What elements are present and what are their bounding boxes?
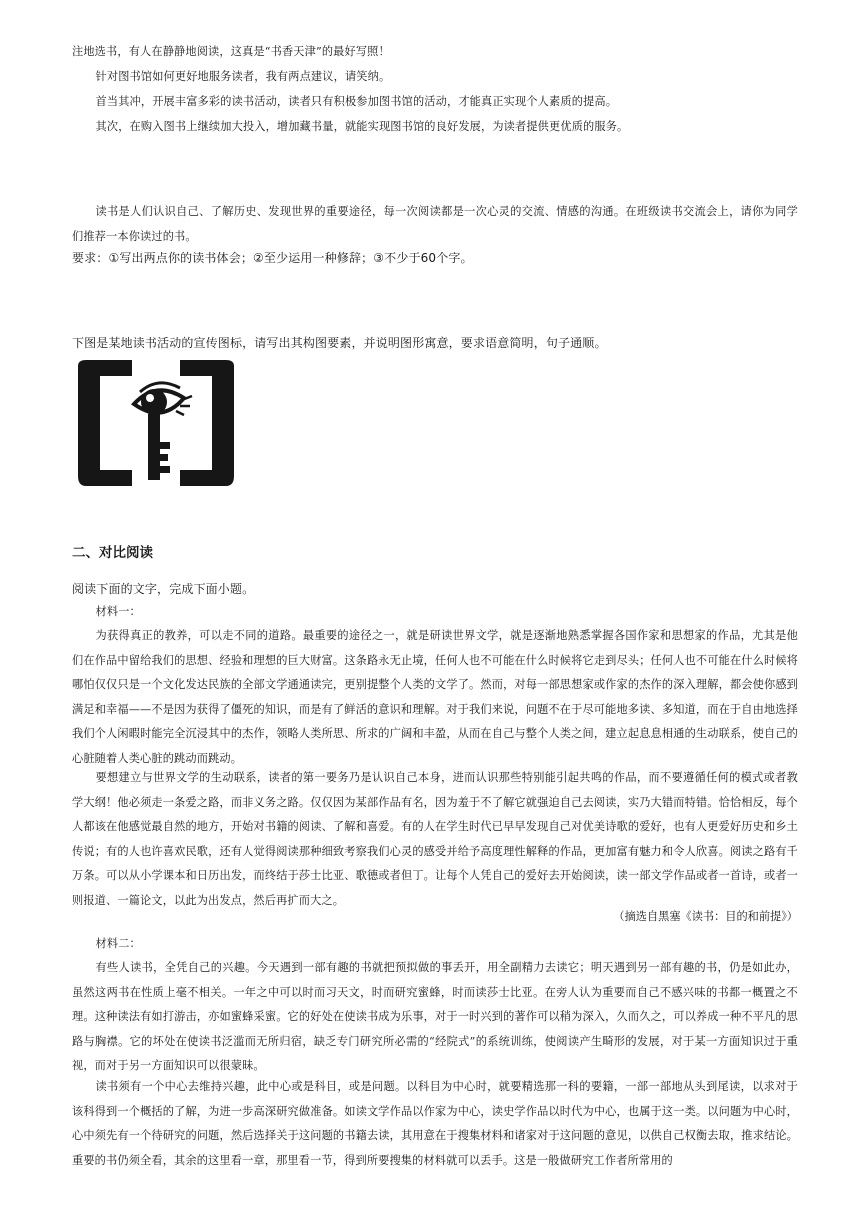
- material1-para2: 要想建立与世界文学的生动联系，读者的第一要务乃是认识自己本身，进而认识那些特别能引起共鸣的作品，而不要遵循任何的模式或者教学大纲！他必须走一条爱之路，而非义务之路。仅仅因为某部作品有名，因为羞于不了解它就强迫自己去阅读，实乃大错而特错。恰恰相反，每个人都该在他感觉最自然的地方，开始对书籍的阅读、了解和喜爱。有的人在学生时代已早早发现自己对优美诗歌的爱好，也有人更爱好历史和乡土传说；有的人也许喜欢民歌，还有人觉得阅读那种细致考察我们心灵的感受并给予高度理性解释的作品，更加富有魅力和令人欣喜。阅读之路有千万条。可以从小学课本和日历出发，而终结于莎士比亚、歌德或者但丁。让每个人凭自己的爱好去开始阅读，读一部文学作品或者一首诗，或者一则报道、一篇论文，以此为出发点，然后再扩而大之。: [72, 771, 798, 907]
- material2-para2: 读书须有一个中心去维持兴趣，此中心或是科目，或是问题。以科目为中心时，就要精选那一科的要籍，一部一部地从头到尾读，以求对于该科得到一个概括的了解，为进一步高深研究做准备。如读文学作品以作家为中心，读史学作品以时代为中心，也属于这一类。以问题为中心时，心中须先有一个待研究的问题，然后选择关于这问题的书籍去读，其用意在于搜集材料和诸家对于这问题的意见，以供自己权衡去取，推求结论。重要的书仍须全看，其余的这里看一章，那里看一节，得到所要搜集的材料就可以丢手。这是一般做研究工作者所常用的: [72, 1080, 798, 1167]
- task1-requirement: 要求：①写出两点你的读书体会；②至少运用一种修辞；③不少于60个字。: [72, 251, 473, 265]
- reading-instruction: 阅读下面的文字，完成下面小题。: [72, 582, 255, 596]
- material2-label: 材料二：: [95, 937, 141, 950]
- intro-line-1: 注地选书，有人在静静地阅读，这真是“书香天津”的最好写照！: [72, 45, 390, 58]
- intro-line-4: 其次，在购入图书上继续加大投入，增加藏书量，就能实现图书馆的良好发展，为读者提供更优质的服务。: [95, 120, 629, 133]
- book-eye-key-emblem-icon: [74, 358, 238, 488]
- material2-para1: 有些人读书，全凭自己的兴趣。今天遇到一部有趣的书就把预拟做的事丢开，用全副精力去读它；明天遇到另一部有趣的书，仍是如此办，虽然这两书在性质上毫不相关。一年之中可以时而习天文，时而研究蜜蜂，时而读莎士比亚。在旁人认为重要而自己不感兴味的书都一概置之不理。这种读法有如打游击，亦如蜜蜂采蜜。它的好处在使读书成为乐事，对于一时兴到的著作可以稍为深入，久而久之，可以养成一种不平凡的思路与胸襟。它的坏处在使读书泛滥而无所归宿，缺乏专门研究所必需的“经院式”的系统训练，使阅读产生畸形的发展，对于某一方面知识过于重视，而对于另一方面知识可以很蒙昧。: [72, 961, 798, 1072]
- intro-line-2: 针对图书馆如何更好地服务读者，我有两点建议，请笑纳。: [95, 70, 391, 83]
- task2-prompt: 下图是某地读书活动的宣传图标，请写出其构图要素，并说明图形寓意，要求语意简明，句子通顺。: [72, 336, 607, 350]
- material1-source: （摘选自黑塞《读书：目的和前提》）: [613, 910, 798, 923]
- material1-para1: 为获得真正的教养，可以走不同的道路。最重要的途径之一，就是研读世界文学，就是逐渐地熟悉掌握各国作家和思想家的作品，尤其是他们在作品中留给我们的思想、经验和理想的巨大财富。这条路永无止境，任何人也不可能在什么时候将它走到尽头；任何人也不可能在什么时候将哪怕仅仅只是一个文化发达民族的全部文学通通读完，更别提整个人类的文学了。然而，对每一部思想家或作家的杰作的深入理解，都会使你感到满足和幸福——不是因为获得了僵死的知识，而是有了鲜活的意识和理解。对于我们来说，问题不在于尽可能地多读、多知道，而在于自由地选择我们个人闲暇时能完全沉浸其中的杰作，领略人类所思、所求的广阔和丰盈，从而在自己与整个人类之间，建立起息息相通的生动联系，使自己的心脏随着人类心脏的跳动而跳动。: [72, 629, 798, 765]
- material1-label: 材料一：: [95, 605, 141, 618]
- intro-line-3: 首当其冲，开展丰富多彩的读书活动，读者只有积极参加图书馆的活动，才能真正实现个人素质的提高。: [95, 95, 618, 108]
- section-heading: 二、对比阅读: [72, 545, 153, 561]
- task1-prompt: 读书是人们认识自己、了解历史、发现世界的重要途径，每一次阅读都是一次心灵的交流、情感的沟通。在班级读书交流会上，请你为同学们推荐一本你读过的书。: [72, 205, 798, 243]
